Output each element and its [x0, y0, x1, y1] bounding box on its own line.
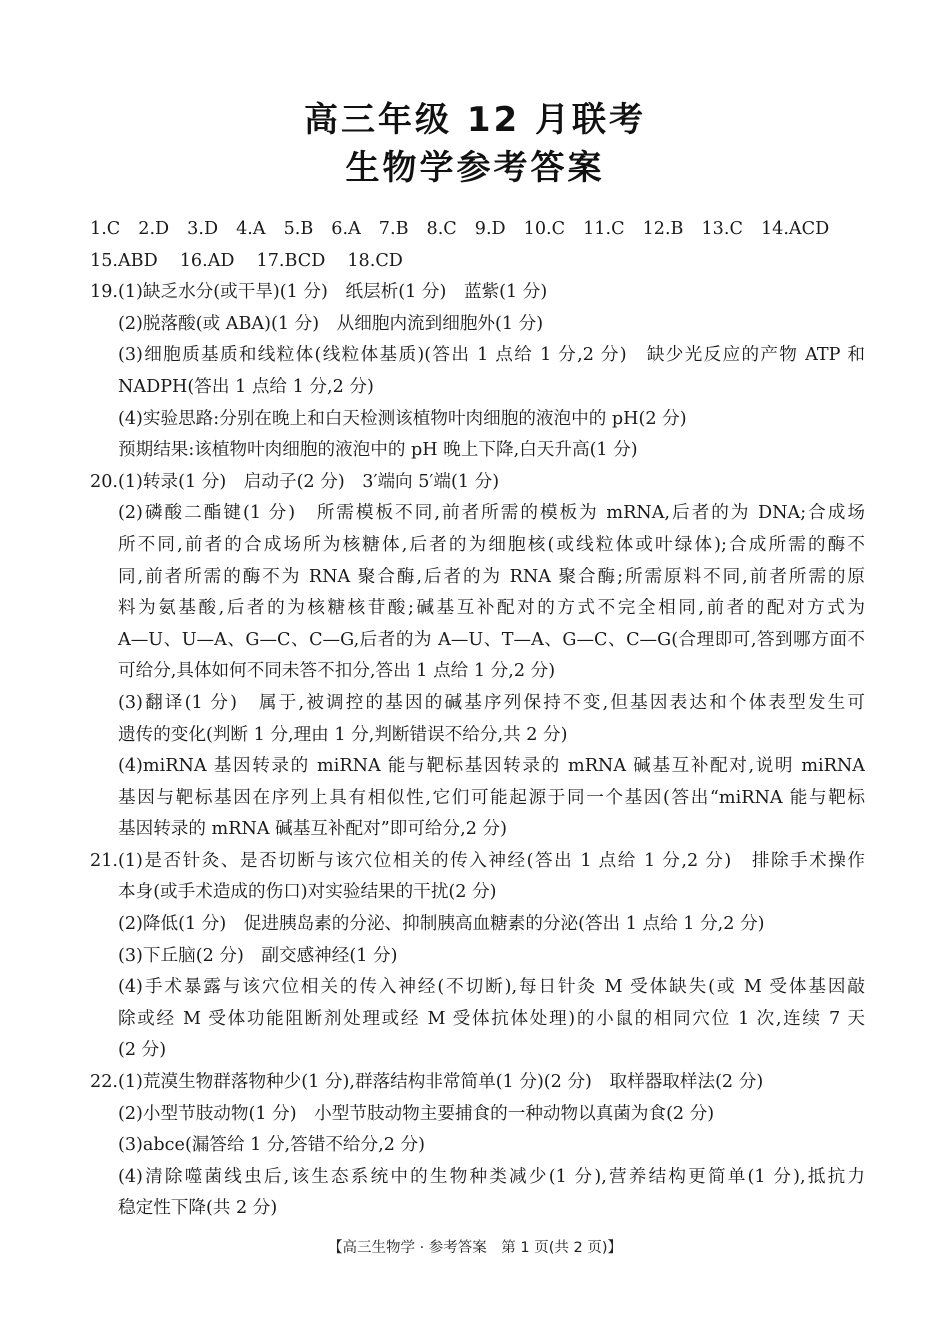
answer-line: 基因与靶标基因在序列上具有相似性,它们可能起源于同一个基因(答出“miRNA 能与靶标 [118, 787, 865, 808]
answer-line: (4)清除噬菌线虫后,该生态系统中的生物种类减少(1 分),营养结构更简单(1 分),抵抗力 [118, 1166, 865, 1187]
answer-line: 本身(或手术造成的伤口)对实验结果的干扰(2 分) [118, 882, 497, 903]
choice-answer: 9.D [474, 219, 506, 239]
question-21 [90, 846, 865, 1067]
answer-line: A—U、U—A、G—C、C—G,后者的为 A—U、T—A、G—C、C—G(合理即可,答到哪方面不 [118, 629, 865, 650]
choice-answer: 16.AD [179, 250, 235, 271]
answer-line: (2)降低(1 分) 促进胰岛素的分泌、抑制胰高血糖素的分泌(答出 1 点给 1 分,2 分) [118, 914, 765, 935]
answer-line: 遗传的变化(判断 1 分,理由 1 分,判断错误不给分,共 2 分) [118, 724, 568, 745]
answer-line: (4)手术暴露与该穴位相关的传入神经(不切断),每日针灸 M 受体缺失(或 M 受体基因敲 [118, 977, 865, 998]
choice-answer: 4.A [236, 219, 266, 239]
choice-answer: 12.B [642, 219, 684, 239]
answer-line: 除或经 M 受体功能阻断剂处理或经 M 受体抗体处理)的小鼠的相同穴位 1 次,连续 7 天 [118, 1008, 865, 1029]
choice-answer: 11.C [583, 219, 625, 239]
answer-line: 料为氨基酸,后者的为核糖核苷酸;碱基互补配对的方式不完全相同,前者的配对方式为 [118, 598, 865, 619]
answer-line: 基因转录的 mRNA 碱基互补配对”即可给分,2 分) [118, 819, 507, 840]
question-20 [90, 467, 865, 846]
answer-line: 所不同,前者的合成场所为核糖体,后者的为细胞核(或线粒体或叶绿体);合成所需的酶不 [118, 534, 865, 555]
answer-content [90, 214, 865, 1225]
question-19 [90, 277, 865, 467]
choice-answer: 10.C [523, 219, 566, 239]
choice-answer: 8.C [426, 219, 457, 239]
answer-line: (2)磷酸二酯键(1 分) 所需模板不同,前者所需的模板为 mRNA,后者的为 DNA;合成场 [118, 503, 865, 524]
choice-answers-row-2 [90, 246, 865, 278]
answer-line: (4)实验思路:分别在晚上和白天检测该植物叶肉细胞的液泡中的 pH(2 分) [118, 408, 687, 429]
answer-line: (3)下丘脑(2 分) 副交感神经(1 分) [118, 945, 398, 966]
choice-answer: 1.C [90, 219, 121, 239]
choice-answer: 18.CD [347, 250, 403, 271]
choice-answer: 2.D [138, 219, 170, 239]
choice-answer: 15.ABD [90, 250, 158, 271]
page-footer: 【高三生物学 · 参考答案 第 1 页(共 2 页)】 [327, 1240, 623, 1256]
choice-answer: 13.C [701, 219, 743, 239]
answer-line: 20.(1)转录(1 分) 启动子(2 分) 3′端向 5′端(1 分) [90, 471, 500, 492]
choice-answer: 6.A [331, 219, 361, 239]
answer-line: (2 分) [118, 1040, 167, 1061]
answer-line: (3)abce(漏答给 1 分,答错不给分,2 分) [118, 1135, 425, 1156]
answer-line: (2)小型节肢动物(1 分) 小型节肢动物主要捕食的一种动物以真菌为食(2 分) [118, 1103, 715, 1124]
answer-line: NADPH(答出 1 点给 1 分,2 分) [118, 376, 374, 397]
answer-line: 22.(1)荒漠生物群落物种少(1 分),群落结构非常简单(1 分)(2 分) 取样器取样法(2 分) [90, 1072, 764, 1093]
answer-line: 稳定性下降(共 2 分) [118, 1198, 278, 1219]
answer-line: 同,前者所需的酶不为 RNA 聚合酶,后者的为 RNA 聚合酶;所需原料不同,前者所需的原 [118, 566, 865, 587]
choice-answer: 3.D [187, 219, 219, 239]
choice-answer: 7.B [378, 219, 409, 239]
answer-line: 预期结果:该植物叶肉细胞的液泡中的 pH 晚上下降,白天升高(1 分) [118, 440, 638, 461]
answer-line: (3)细胞质基质和线粒体(线粒体基质)(答出 1 点给 1 分,2 分) 缺少光反应的产物 ATP 和 [118, 345, 865, 366]
choice-answer: 17.BCD [256, 250, 326, 271]
answer-line: 19.(1)缺乏水分(或干旱)(1 分) 纸层析(1 分) 蓝紫(1 分) [90, 282, 548, 303]
answer-line: 可给分,具体如何不同未答不扣分,答出 1 点给 1 分,2 分) [118, 661, 556, 682]
question-22 [90, 1067, 865, 1225]
page-subtitle: 生物学参考答案 [345, 148, 605, 188]
answer-line: (2)脱落酸(或 ABA)(1 分) 从细胞内流到细胞外(1 分) [118, 313, 544, 334]
choice-answers-row-1 [90, 214, 865, 246]
choice-answer: 14.ACD [760, 219, 830, 239]
answer-line: 21.(1)是否针灸、是否切断与该穴位相关的传入神经(答出 1 点给 1 分,2 分) 排除手术操作 [90, 850, 865, 871]
answer-line: (4)miRNA 基因转录的 miRNA 能与靶标基因转录的 mRNA 碱基互补配对,说明 miRNA [118, 756, 865, 777]
answer-line: (3)翻译(1 分) 属于,被调控的基因的碱基序列保持不变,但基因表达和个体表型发生可 [118, 692, 865, 713]
page-title: 高三年级 12 月联考 [304, 100, 646, 140]
choice-answer: 5.B [283, 219, 314, 239]
